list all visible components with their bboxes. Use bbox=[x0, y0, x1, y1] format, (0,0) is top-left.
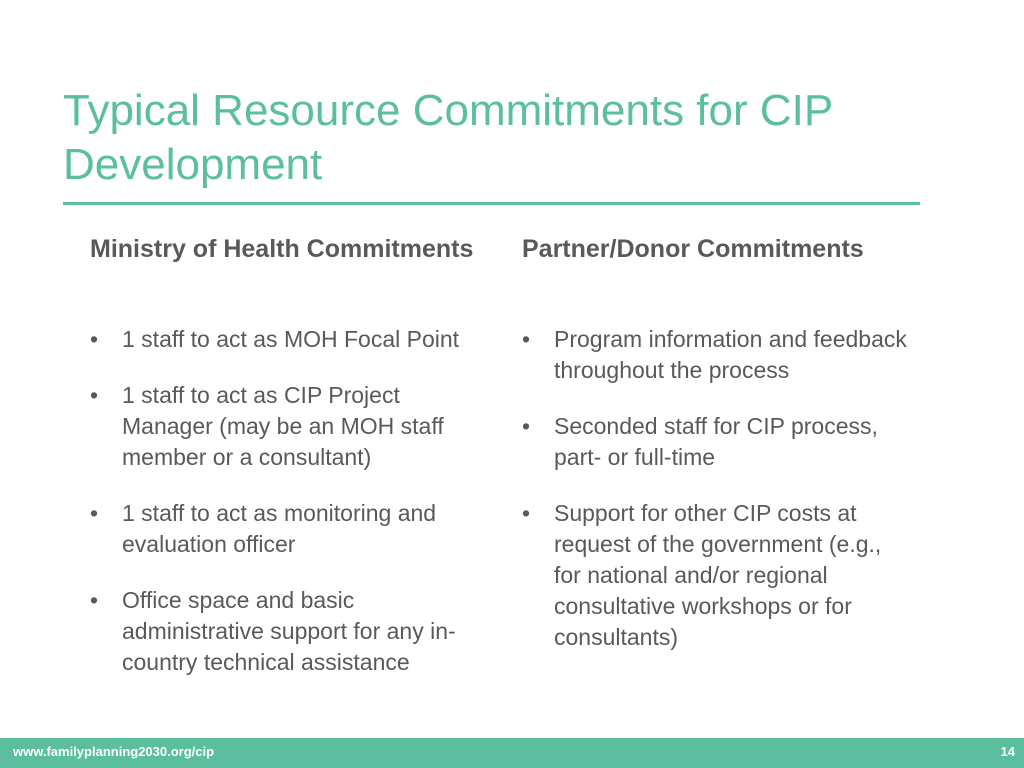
page-number: 14 bbox=[1000, 744, 1015, 759]
footer-bar bbox=[0, 738, 1024, 768]
list-item bbox=[90, 380, 490, 473]
list-item-text: 1 staff to act as monitoring and evaluation officer bbox=[122, 500, 437, 557]
bullet-icon: • bbox=[90, 326, 99, 352]
list-item-text: 1 staff to act as MOH Focal Point bbox=[122, 326, 460, 352]
bullet-icon: • bbox=[90, 587, 99, 613]
partner-commitments-column bbox=[522, 232, 912, 678]
footer-url[interactable]: www.familyplanning2030.org/cip bbox=[13, 744, 215, 759]
list-item bbox=[522, 411, 912, 473]
list-item bbox=[90, 498, 490, 560]
list-item-text: Seconded staff for CIP process, part- or full-time bbox=[554, 413, 878, 470]
partner-commitments-heading: Partner/Donor Commitments bbox=[522, 235, 864, 263]
list-item-text: 1 staff to act as CIP Project Manager (may be an MOH staff member or a consultant) bbox=[122, 382, 444, 470]
slide-title: Typical Resource Commitments for CIP Development bbox=[63, 86, 833, 189]
list-item bbox=[522, 324, 912, 386]
list-item bbox=[90, 585, 490, 678]
bullet-icon: • bbox=[522, 326, 531, 352]
bullet-icon: • bbox=[522, 413, 531, 439]
list-item bbox=[522, 498, 912, 653]
list-item-text: Office space and basic administrative support for any in-country technical assistance bbox=[122, 587, 456, 675]
list-item-text: Support for other CIP costs at request of the government (e.g., for national and/or regional consultative workshops or for consultants) bbox=[554, 500, 882, 650]
bullet-icon: • bbox=[90, 382, 99, 408]
list-item-text: Program information and feedback throughout the process bbox=[554, 326, 907, 383]
moh-commitments-heading: Ministry of Health Commitments bbox=[90, 235, 474, 263]
title-divider bbox=[63, 202, 920, 205]
partner-commitments-list bbox=[522, 324, 912, 653]
list-item bbox=[90, 324, 490, 355]
bullet-icon: • bbox=[522, 500, 531, 526]
bullet-icon: • bbox=[90, 500, 99, 526]
moh-commitments-column bbox=[90, 232, 490, 703]
moh-commitments-list bbox=[90, 324, 490, 678]
